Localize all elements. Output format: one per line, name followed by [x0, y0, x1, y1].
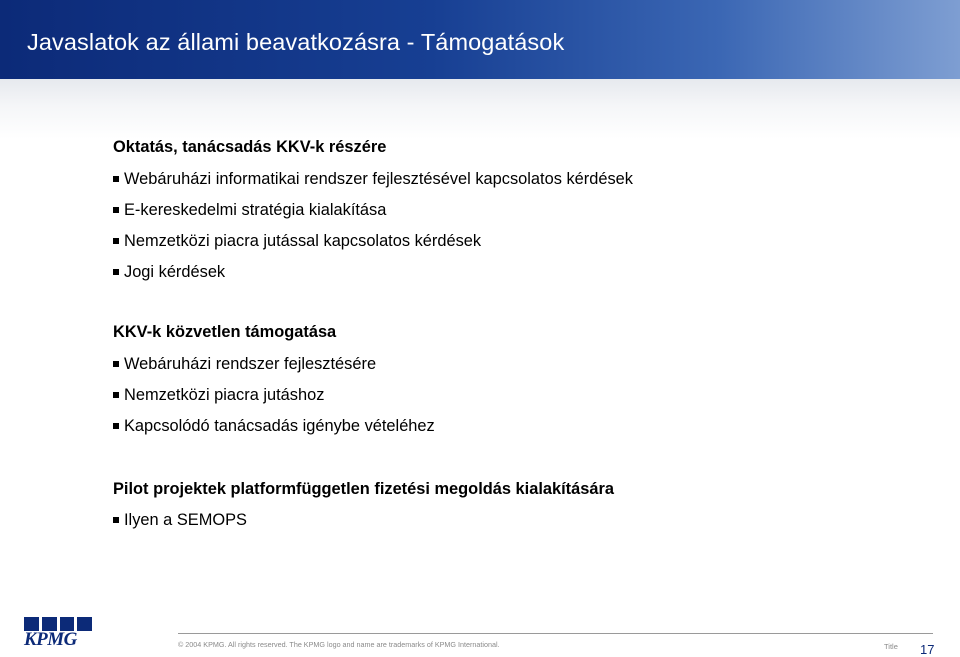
bullet-text: Webáruházi rendszer fejlesztésére — [124, 355, 377, 373]
square-bullet-icon — [113, 361, 119, 367]
bullet-item — [113, 263, 225, 282]
bullet-item — [113, 201, 386, 220]
square-bullet-icon — [113, 207, 119, 213]
square-bullet-icon — [113, 269, 119, 275]
bullet-item — [113, 511, 247, 530]
square-bullet-icon — [113, 238, 119, 244]
bullet-text: E-kereskedelmi stratégia kialakítása — [124, 201, 387, 219]
bullet-item — [113, 417, 435, 436]
title-fade — [0, 79, 960, 139]
square-bullet-icon — [113, 423, 119, 429]
bullet-item — [113, 355, 376, 374]
bullet-text: Ilyen a SEMOPS — [124, 511, 247, 529]
section-heading-oktatas: Oktatás, tanácsadás KKV-k részére — [113, 138, 387, 156]
footer-title-label: Title — [884, 642, 898, 651]
slide-title: Javaslatok az állami beavatkozásra - Támogatások — [27, 29, 565, 55]
kpmg-logo-text: KPMG — [24, 629, 77, 650]
bullet-text: Kapcsolódó tanácsadás igénybe vételéhez — [124, 417, 435, 435]
bullet-text: Jogi kérdések — [124, 263, 226, 281]
copyright-notice: © 2004 KPMG. All rights reserved. The KPMG logo and name are trademarks of KPMG International. — [178, 640, 500, 649]
square-bullet-icon — [113, 517, 119, 523]
bullet-item — [113, 386, 324, 405]
bullet-item — [113, 170, 633, 189]
square-bullet-icon — [113, 176, 119, 182]
bullet-text: Webáruházi informatikai rendszer fejlesztésével kapcsolatos kérdések — [124, 170, 633, 188]
section-heading-tamogatas: KKV-k közvetlen támogatása — [113, 323, 337, 341]
page-number: 17 — [920, 642, 935, 657]
bullet-item — [113, 232, 481, 251]
kpmg-logo — [24, 617, 92, 650]
section-heading-pilot: Pilot projektek platformfüggetlen fizetési megoldás kialakítására — [113, 480, 614, 498]
title-bar — [0, 0, 960, 79]
bullet-text: Nemzetközi piacra jutással kapcsolatos kérdések — [124, 232, 482, 250]
footer-divider — [178, 633, 933, 634]
bullet-text: Nemzetközi piacra jutáshoz — [124, 386, 325, 404]
square-bullet-icon — [113, 392, 119, 398]
